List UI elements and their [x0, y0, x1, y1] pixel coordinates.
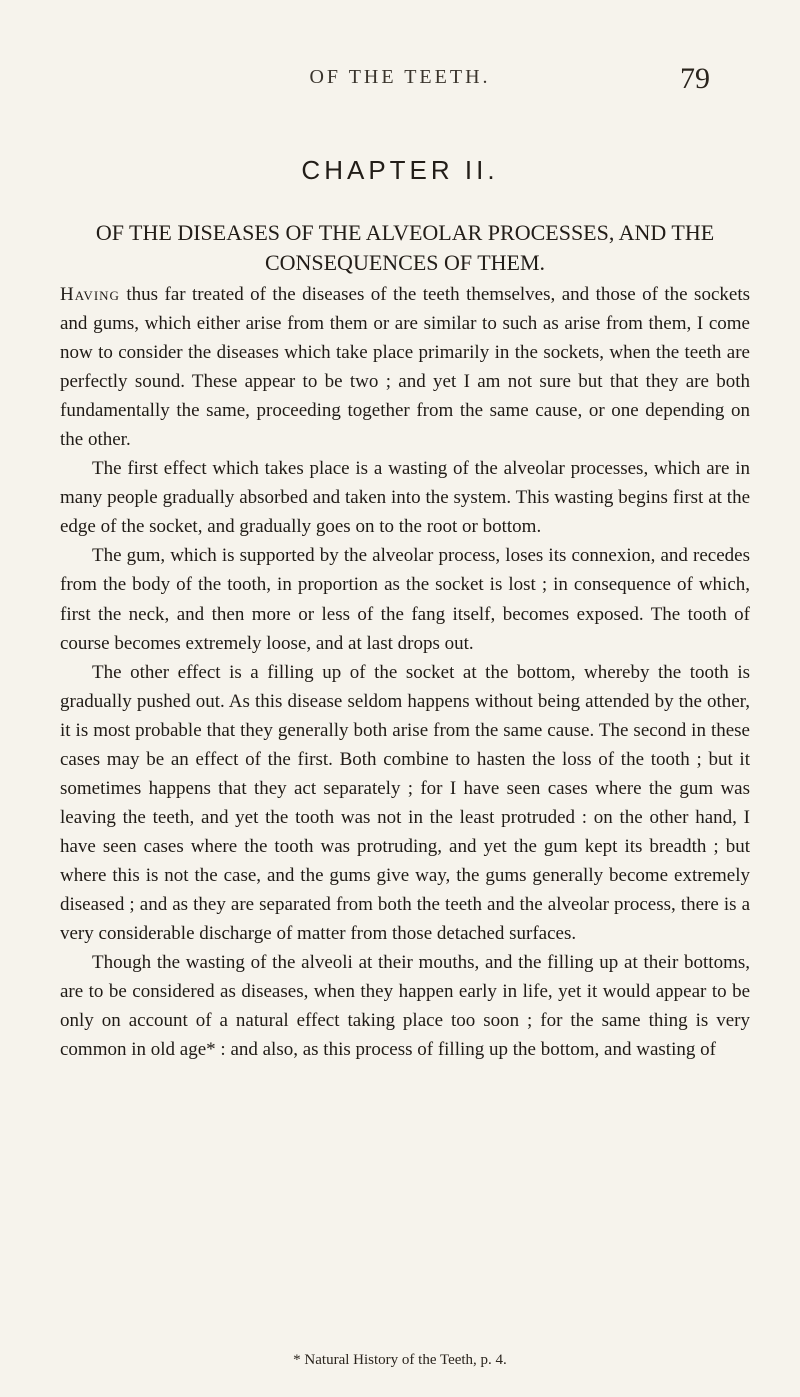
body-text — [60, 280, 750, 1064]
page-number: 79 — [680, 62, 710, 95]
paragraph-4: The other effect is a filling up of the socket at the bottom, whereby the tooth is gradually pushed out. As this disease seldom happens without being attended by the other, it is most probable that they generally both arise from the same cause. The second in these cases may be an effect of the first. Both combine to hasten the loss of the tooth ; but it sometimes happens that they act separately ; for I have seen cases where the gum was leaving the teeth, and yet the tooth was not in the least protruded : on the other hand, I have seen cases where the tooth was protruding, and yet the gum kept its breadth ; but where this is not the case, and the gums give way, the gums generally become extremely diseased ; and as they are separated from both the teeth and the alveolar process, there is a very considerable discharge of matter from those detached surfaces. — [60, 661, 750, 945]
chapter-title: CHAPTER II. — [301, 155, 499, 185]
footnote: * Natural History of the Teeth, p. 4. — [293, 1352, 507, 1368]
running-head: OF THE TEETH. — [309, 66, 491, 88]
paragraph-3: The gum, which is supported by the alveolar process, loses its connexion, and recedes from the body of the tooth, in proportion as the socket is lost ; in consequence of which, first the neck, and then more or less of the fang itself, becomes exposed. The tooth of course becomes extremely loose, and at last drops out. — [60, 545, 750, 654]
chapter-subtitle: OF THE DISEASES OF THE ALVEOLAR PROCESSES, AND THE CONSEQUENCES OF THEM. — [95, 220, 715, 275]
paragraph-2: The first effect which takes place is a wasting of the alveolar processes, which are in many people gradually absorbed and taken into the system. This wasting begins first at the edge of the socket, and gradually goes on to the root or bottom. — [60, 458, 750, 538]
paragraph-text: thus far treated of the diseases of the teeth themselves, and those of the sockets and gums, which either arise from them or are similar to such as arise from them, I come now to consider the diseases which take place primarily in the sockets, when the teeth are perfectly sound. These appear to be two ; and yet I am not sure but that they are both fundamentally the same, proceeding together from the same cause, or one depending on the other. — [60, 284, 750, 451]
paragraph-1 — [60, 280, 750, 454]
paragraph-5: Though the wasting of the alveoli at their mouths, and the filling up at their bottoms, are to be considered as diseases, when they happen early in life, yet it would appear to be only on account of a natural effect taking place too soon ; for the same thing is very common in old age* : and also, as this process of filling up the bottom, and wasting of — [60, 952, 750, 1061]
paragraph-lead-word: Having — [60, 284, 120, 305]
